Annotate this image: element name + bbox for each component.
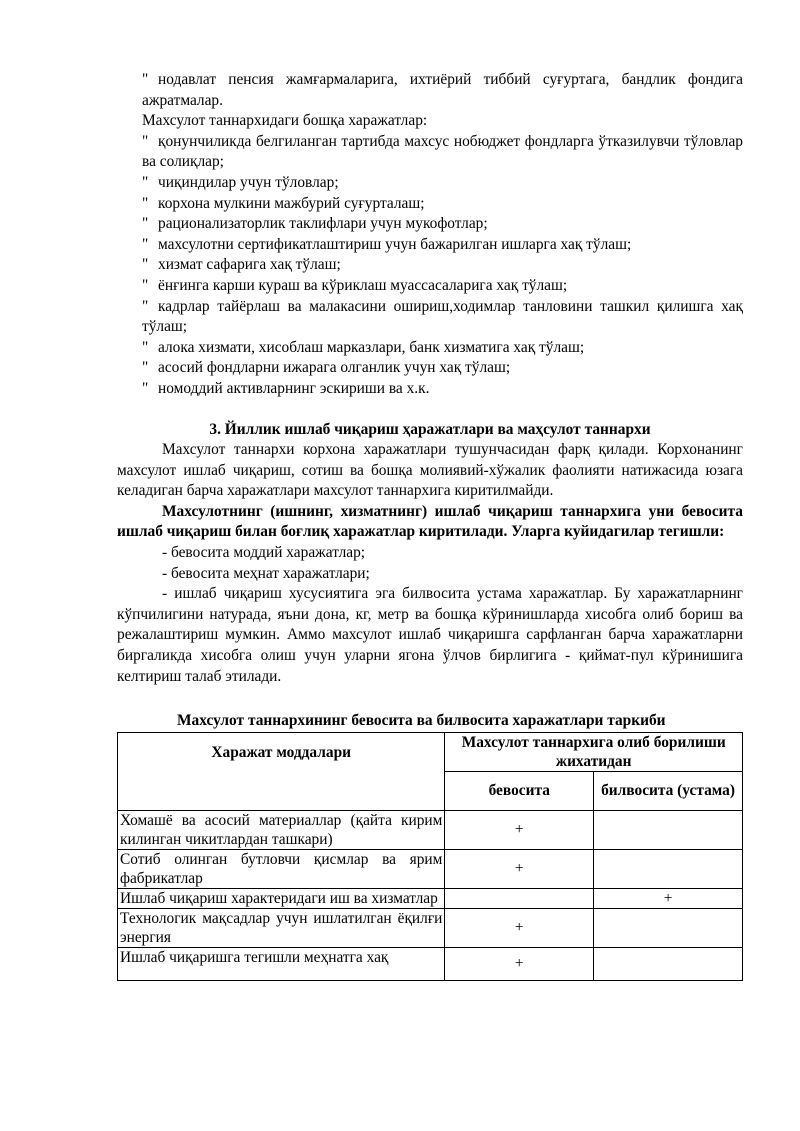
list-item: [117, 358, 743, 379]
bullet-mark: ": [142, 173, 149, 191]
bullet-mark: ": [142, 276, 149, 294]
bullet-mark: ": [142, 194, 149, 212]
other-costs-list: [117, 132, 743, 400]
bullet-mark: ": [142, 256, 149, 274]
table-row: [118, 810, 743, 849]
cell-direct: +: [445, 947, 594, 980]
list-item-text: ёнғинга карши кураш ва кўриклаш муассасаларига хақ тўлаш;: [158, 276, 568, 294]
cell-direct: [445, 888, 594, 908]
list-item: [117, 379, 743, 400]
list-item-text: корхона мулкини мажбурий суғурталаш;: [158, 194, 425, 212]
bullet-mark: ": [142, 235, 149, 253]
bullet-mark: ": [142, 359, 149, 377]
list-item-text: махсулотни сертификатлаштириш учун бажарилган ишларга хақ тўлаш;: [158, 235, 632, 253]
bullet-mark: ": [142, 215, 149, 233]
bullet-mark: ": [142, 132, 149, 150]
list-item: [117, 255, 743, 276]
cell-cost-item: Технологик мақсадлар учун ишлатилган ёқилғи энергия: [118, 908, 445, 947]
cell-direct: +: [445, 908, 594, 947]
list-item-text: чиқиндилар учун тўловлар;: [158, 173, 339, 191]
list-item: [117, 297, 743, 338]
cell-cost-item: Хомашё ва асосий материаллар (қайта кирим килинган чикитлардан ташкари): [118, 810, 445, 849]
cell-cost-item: Сотиб олинган бутловчи қисмлар ва ярим фабрикатлар: [118, 849, 445, 888]
other-costs-intro: Махсулот таннархидаги бошқа харажатлар:: [142, 112, 428, 130]
cost-structure-table: [117, 732, 743, 981]
cell-direct: +: [445, 849, 594, 888]
list-item: [117, 214, 743, 235]
table-row: [118, 908, 743, 947]
header-indirect: билвосита (устама): [594, 771, 743, 810]
list-item: [117, 276, 743, 297]
cell-indirect: [594, 849, 743, 888]
list-item: [117, 235, 743, 256]
bullet-mark: ": [142, 338, 149, 356]
paragraph-pension-funds: [117, 70, 743, 111]
list-item: [117, 338, 743, 359]
header-cost-items: Харажат моддалари: [118, 732, 445, 810]
cell-cost-item: Ишлаб чиқаришга тегишли меҳнатга хақ: [118, 947, 445, 980]
cell-direct: +: [445, 810, 594, 849]
list-item-text: асосий фондларни ижарага олганлик учун хақ тўлаш;: [158, 359, 511, 377]
table-row: [118, 888, 743, 908]
paragraph-production-cost: Махсулотнинг (ишнинг, хизматнинг) ишлаб чиқариш таннархига уни бевосита ишлаб чиқариш билан боғлиқ харажатлар киритилади. Уларга куйидагилар тегишли:: [117, 502, 743, 541]
list-item-text: номоддий активларнинг эскириши ва х.к.: [158, 379, 430, 397]
document-page: [117, 70, 743, 981]
header-attribution: Махсулот таннархига олиб борилиши жихатидан: [445, 732, 743, 771]
cell-indirect: [594, 908, 743, 947]
table-caption: Махсулот таннархининг бевосита ва билвосита харажатлари таркиби: [177, 712, 666, 730]
list-item-text: алока хизмати, хисоблаш марказлари, банк хизматига хақ тўлаш;: [158, 338, 585, 356]
list-item: [117, 194, 743, 215]
list-item-text: қонунчиликда белгиланган тартибда махсус нобюджет фондларга ўтказилувчи тўловлар ва солиқлар;: [142, 132, 743, 171]
paragraph-text: нодавлат пенсия жамғармаларига, ихтиёрий тиббий суғуртага, бандлик фондига ажратмалар.: [142, 71, 743, 109]
list-item-direct-material: - бевосита моддий харажатлар;: [162, 544, 366, 562]
cell-indirect: [594, 810, 743, 849]
list-item-text: рационализаторлик таклифлари учун мукофотлар;: [158, 215, 488, 233]
list-item: [117, 132, 743, 173]
list-item-direct-labor: - бевосита меҳнат харажатлари;: [162, 564, 370, 582]
bullet-mark: ": [142, 297, 149, 315]
bullet-mark: ": [142, 71, 149, 88]
section-heading: 3. Йиллик ишлаб чиқариш ҳаражатлари ва маҳсулот таннархи: [209, 420, 651, 438]
cell-cost-item: Ишлаб чиқариш характеридаги иш ва хизматлар: [118, 888, 445, 908]
bullet-mark: ": [142, 379, 149, 397]
header-direct: бевосита: [445, 771, 594, 810]
cell-indirect: +: [594, 888, 743, 908]
table-row: [118, 947, 743, 980]
list-item: [117, 173, 743, 194]
list-item-overhead: - ишлаб чиқариш хусусиятига эга билвосита устама харажатлар. Бу харажатларнинг кўпчилигини натурада, яъни дона, кг, метр ва бошқа кўринишларда хисобга олиб бориш ва режалаштириш мумкин. Аммо махсулот ишлаб чиқаришга сарфланган барча харажатларни биргаликда хисобга олиш учун уларни ягона ўлчов бирлигига - қиймат-пул кўринишига келтириш талаб этилади.: [117, 585, 743, 685]
cell-indirect: [594, 947, 743, 980]
list-item-text: хизмат сафарига хақ тўлаш;: [158, 256, 341, 274]
list-item-text: кадрлар тайёрлаш ва малакасини ошириш,ходимлар танловини ташкил қилишга хақ тўлаш;: [142, 297, 743, 336]
table-row: [118, 849, 743, 888]
paragraph-cost-definition: Махсулот таннархи корхона харажатлари тушунчасидан фарқ қилади. Корхонанинг махсулот ишлаб чиқариш, сотиш ва бошқа молиявий-хўжалик фаолияти натижасида юзага келадиган барча харажатлари махсулот таннархига киритилмайди.: [117, 441, 743, 500]
